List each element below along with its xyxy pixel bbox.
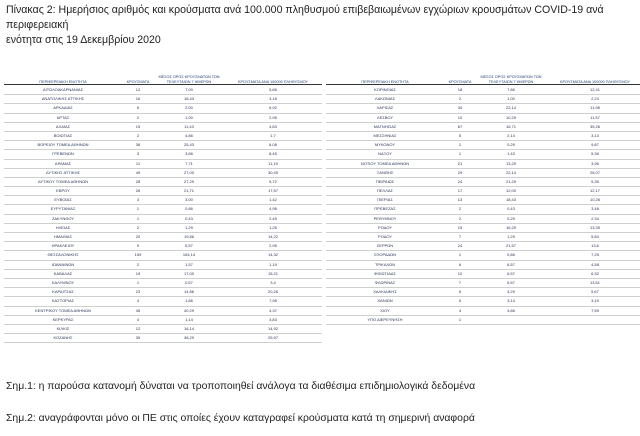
cell-avg: 1,86 [185, 298, 193, 304]
cell-region: ΞΑΝΘΗΣ [376, 169, 394, 175]
cell-per100k: 5,84 [591, 234, 599, 239]
cell-cases: 19 [135, 270, 141, 276]
cell-avg: 3,14 [507, 298, 515, 304]
cell-region: ΕΒΡΟΥ [56, 188, 70, 194]
cell-per100k: 2,24 [591, 96, 599, 102]
cell-per100k: 3,13 [591, 132, 599, 138]
cell-region: ΣΠΟΡΑΔΩΝ [373, 252, 397, 258]
cell-per100k: 14,92 [267, 325, 278, 331]
cell-cases: 36 [135, 142, 141, 148]
cell-region: ΑΝΑΤΟΛΙΚΗΣ ΑΤΤΙΚΗΣ [41, 96, 85, 102]
table-row [4, 307, 322, 316]
cell-cases: 9 [136, 243, 140, 249]
cell-avg: 1,57 [185, 261, 193, 267]
table-row [326, 261, 640, 270]
cell-region: ΔΡΑΜΑΣ [54, 160, 72, 166]
cell-avg: 13,29 [505, 160, 516, 166]
cell-avg: 3,00 [185, 197, 193, 203]
cell-per100k: 3,96 [591, 160, 599, 166]
table-row [4, 104, 322, 113]
cell-per100k: 25,97 [267, 335, 278, 341]
cell-region: ΔΥΤΙΚΗΣ ΑΤΤΙΚΗΣ [46, 169, 80, 175]
cell-region: ΧΙΟΥ [380, 307, 390, 313]
cell-cases: 26 [135, 188, 141, 194]
cell-cases: 7 [458, 279, 462, 285]
footnote-1: Σημ.1: η παρούσα κατανομή δύναται να τροποποιηθεί ανάλογα τα διαθέσιμα επιδημιολογικά δεδομένα [6, 381, 476, 392]
cell-per100k: 5,67 [591, 289, 599, 295]
cell-region: ΗΡΑΚΛΕΙΟΥ [51, 243, 75, 249]
table-row [326, 114, 640, 123]
cell-cases: 49 [135, 169, 141, 175]
cell-avg: 6,57 [507, 261, 515, 267]
cell-region: ΕΥΒΟΙΑΣ [54, 197, 72, 203]
cell-cases: 2 [136, 114, 140, 120]
cell-per100k: 3,4 [270, 279, 276, 285]
cell-region: ΣΕΡΡΩΝ [376, 243, 394, 249]
table-row [326, 224, 640, 233]
cell-region: ΑΙΤΩΛΟΑΚΑΡΝΑΝΙΑΣ [42, 87, 84, 92]
table-row [326, 187, 640, 196]
cell-cases: 17 [457, 188, 463, 194]
header-region: ΠΕΡΙΦΕΡΕΙΑΚΗ ΕΝΟΤΗΤΑ [39, 79, 87, 84]
cell-avg: 1,00 [185, 114, 193, 120]
cell-cases: 4 [136, 316, 140, 322]
cell-avg: 2,14 [507, 132, 515, 138]
cell-region: ΛΑΡΙΣΑΣ [376, 105, 394, 111]
cell-cases: 15 [457, 224, 463, 230]
cell-avg: 5,57 [185, 243, 193, 249]
cell-avg: 0,43 [185, 215, 193, 221]
cell-per100k: 1,26 [269, 224, 277, 230]
cell-cases: 1 [458, 252, 462, 258]
cell-avg: 27,29 [183, 178, 194, 184]
table-row [326, 150, 640, 159]
header-cases: ΚΡΟΥΣΜΑΤΑ [126, 79, 150, 84]
footnote-2: Σημ.2: αναγράφονται μόνο οι ΠΕ στις οποίες έχουν καταγραφεί κρούσματα κατά τη σημερινή αναφορά [6, 413, 475, 424]
cell-region: ΧΑΛΚΙΔΙΚΗΣ [373, 289, 397, 295]
cell-avg: 0,29 [507, 215, 515, 221]
cell-avg: 0,29 [507, 142, 515, 148]
table-row [4, 196, 322, 205]
cell-avg: 0,43 [507, 206, 515, 212]
cell-per100k: 11,98 [590, 105, 600, 111]
cell-avg: 25,43 [183, 142, 194, 148]
cell-per100k: 12,17 [589, 188, 600, 194]
cell-cases: 6 [136, 105, 140, 111]
cell-region: ΡΟΔΟΥ [378, 234, 392, 239]
cell-avg: 21,57 [505, 243, 516, 249]
left-table-header [4, 71, 322, 85]
table-row [4, 261, 322, 270]
header-region: ΠΕΡΙΦΕΡΕΙΑΚΗ ΕΝΟΤΗΤΑ [361, 79, 409, 84]
cell-cases: 3 [136, 197, 140, 203]
cell-per100k: 1,42 [269, 197, 277, 203]
header-per100k: ΚΡΟΥΣΜΑΤΑ ΑΝΑ 100000 ΠΛΗΘΥΣΜΟΥ [237, 79, 309, 84]
cell-per100k: 13,39 [589, 224, 600, 230]
cell-avg: 18,43 [183, 96, 194, 102]
cell-cases: 12 [135, 325, 141, 331]
cell-cases: 12 [135, 87, 141, 92]
cell-region: ΡΕΘΥΜΝΟΥ [373, 215, 397, 221]
cell-cases: 159 [134, 252, 142, 258]
table-row [4, 95, 322, 104]
cell-avg: 2,00 [185, 105, 193, 111]
cell-region: ΚΑΣΤΟΡΙΑΣ [51, 298, 75, 304]
cell-per100k: 26,07 [589, 169, 600, 175]
cell-cases: 2 [136, 224, 140, 230]
cell-region: ΜΕΣΣΗΝΙΑΣ [373, 132, 397, 138]
table-row [4, 316, 322, 325]
cell-avg: 14,86 [183, 289, 194, 295]
table-row [4, 242, 322, 251]
cell-avg: 11,43 [184, 123, 194, 129]
header-per100k: ΚΡΟΥΣΜΑΤΑ ΑΝΑ 100000 ΠΛΗΘΥΣΜΟΥ [559, 79, 631, 84]
cell-avg: 1,29 [185, 224, 193, 230]
table-row [326, 141, 640, 150]
cell-region: ΥΠΟ ΔΙΕΡΕΥΝΗΣΗ [367, 316, 403, 322]
cell-avg: 6,57 [507, 270, 515, 276]
cell-per100k: 14,32 [267, 252, 278, 258]
cell-avg: 4,86 [185, 132, 193, 138]
cell-region: ΑΧΑΪΑΣ [55, 123, 71, 129]
cell-region: ΠΕΛΛΑΣ [376, 188, 394, 194]
cell-avg: 22,14 [505, 169, 516, 175]
table-row [326, 215, 640, 224]
cell-region: ΑΡΤΑΣ [56, 114, 70, 120]
cell-cases: 34 [457, 105, 463, 111]
cell-region: ΕΥΡΥΤΑΝΙΑΣ [50, 206, 76, 212]
cell-avg: 21,29 [505, 178, 516, 184]
cell-avg: 18,43 [505, 197, 516, 203]
cell-avg: 0,86 [185, 206, 193, 212]
cell-cases: 45 [135, 307, 141, 313]
table-row [326, 123, 640, 132]
cell-per100k: 5,35 [591, 178, 599, 184]
table-row [326, 307, 640, 316]
cell-per100k: 3,48 [591, 206, 599, 212]
table-row [326, 196, 640, 205]
table-row [4, 224, 322, 233]
cell-cases: 23 [135, 289, 141, 295]
right-table-body [326, 86, 640, 325]
table-row [326, 270, 640, 279]
cell-avg: 7,00 [185, 87, 193, 92]
table-row [4, 86, 322, 95]
cell-cases: 3 [136, 151, 140, 157]
cell-per100k: 6,32 [591, 270, 599, 276]
cell-per100k: 4,37 [269, 307, 277, 313]
cell-cases: 39 [135, 335, 141, 341]
table-row [4, 169, 322, 178]
cell-cases: 24 [457, 178, 463, 184]
cell-per100k: 7,95 [269, 298, 277, 304]
cell-region: ΓΡΕΒΕΝΩΝ [52, 151, 74, 157]
cell-cases: 13 [457, 197, 463, 203]
cell-region: ΚΟΡΙΝΘΙΑΣ [374, 87, 396, 92]
cell-cases: 1 [458, 142, 462, 148]
cell-region: ΔΥΤΙΚΟΥ ΤΟΜΕΑ ΑΘΗΝΩΝ [38, 178, 88, 184]
table-row [4, 160, 322, 169]
cell-avg: 22,14 [505, 105, 516, 111]
cell-cases: 10 [457, 114, 463, 120]
cell-per100k: 5,36 [591, 151, 599, 157]
cell-cases: 4 [458, 307, 462, 313]
cell-region: ΚΑΒΑΛΑΣ [53, 270, 73, 276]
cell-cases: 11 [135, 160, 141, 166]
cell-cases: 7 [458, 234, 462, 239]
table-row [4, 251, 322, 260]
cell-region: ΧΑΝΙΩΝ [377, 298, 393, 304]
cell-region: ΚΙΛΚΙΣ [56, 325, 70, 331]
cell-region: ΖΑΚΥΝΘΟΥ [51, 215, 75, 221]
cell-region: ΚΕΝΤΡΙΚΟΥ ΤΟΜΕΑ ΑΘΗΝΩΝ [35, 307, 91, 313]
table-row [326, 160, 640, 169]
cell-per100k: 5,68 [269, 87, 277, 92]
cell-per100k: 3,83 [269, 316, 277, 322]
table-row [4, 215, 322, 224]
cell-avg: 12,00 [505, 188, 516, 194]
cell-region: ΦΘΙΩΤΙΔΑΣ [374, 270, 396, 276]
cell-region: ΚΑΡΔΙΤΣΑΣ [52, 289, 74, 295]
cell-per100k: 7,59 [591, 307, 599, 313]
cell-per100k: 15,21 [267, 270, 278, 276]
table-row [326, 242, 640, 251]
table-row [326, 279, 640, 288]
table-row [4, 114, 322, 123]
cell-per100k: 11,57 [590, 114, 600, 120]
cell-per100k: 3,18 [269, 96, 277, 102]
cell-avg: 1,00 [507, 96, 515, 102]
cell-per100k: 1,7 [270, 132, 276, 138]
cell-avg: 16,14 [183, 325, 194, 331]
cell-cases: 6 [458, 261, 462, 267]
cell-region: ΜΑΓΝΗΣΙΑΣ [373, 123, 397, 129]
cell-avg: 7,86 [507, 87, 515, 92]
table-row [4, 123, 322, 132]
cell-cases: 28 [135, 178, 141, 184]
cell-avg: 1,14 [185, 316, 193, 322]
cell-per100k: 10,26 [589, 197, 600, 203]
cell-cases: 18 [457, 87, 463, 92]
table-row [4, 288, 322, 297]
cell-per100k: 35,26 [589, 123, 600, 129]
cell-region: ΝΑΞΟΥ [378, 151, 392, 157]
table-row [4, 141, 322, 150]
cell-avg: 7,71 [185, 160, 193, 166]
cell-cases: 10 [457, 270, 463, 276]
cell-region: ΑΡΚΑΔΙΑΣ [53, 105, 73, 111]
cell-avg: 4,86 [507, 307, 515, 313]
left-table [4, 71, 322, 343]
table-row [4, 187, 322, 196]
cell-cases: 29 [457, 169, 463, 175]
cell-per100k: 8,45 [269, 151, 277, 157]
cell-avg: 16,71 [505, 123, 516, 129]
cell-per100k: 6,92 [269, 105, 277, 111]
cell-per100k: 13,6 [591, 243, 599, 249]
table-row [326, 104, 640, 113]
cell-cases: 16 [135, 96, 141, 102]
cell-region: ΒΟΙΩΤΙΑΣ [53, 132, 73, 138]
cell-avg: 40,29 [183, 307, 194, 313]
cell-cases: 20 [135, 234, 141, 239]
cell-cases: 67 [457, 123, 463, 129]
table-title [6, 3, 634, 48]
cell-per100k: 14,22 [267, 234, 278, 239]
table-row [4, 270, 322, 279]
cell-per100k: 2,95 [269, 114, 277, 120]
cell-per100k: 2,95 [269, 243, 277, 249]
table-row [4, 325, 322, 334]
table-row [326, 288, 640, 297]
table-row [4, 279, 322, 288]
table-row [326, 132, 640, 141]
cell-per100k: 6,08 [269, 142, 277, 148]
cell-region: ΦΛΩΡΙΝΑΣ [374, 279, 396, 285]
cell-avg: 0,86 [507, 252, 515, 258]
right-table-header [326, 71, 640, 85]
cell-region: ΡΟΔΟΥ [378, 224, 392, 230]
cell-avg: 154,14 [182, 252, 196, 258]
cell-avg: 19,86 [183, 234, 194, 239]
cell-region: ΒΟΡΕΙΟΥ ΤΟΜΕΑ ΑΘΗΝΩΝ [37, 142, 89, 148]
cell-per100k: 4,58 [591, 261, 599, 267]
cell-cases: 5 [458, 298, 462, 304]
cell-per100k: 2,45 [269, 215, 277, 221]
cell-region: ΛΑΚΩΝΙΑΣ [374, 96, 396, 102]
cell-avg: 21,71 [183, 188, 194, 194]
cell-region: ΜΥΚΟΝΟΥ [374, 142, 396, 148]
cell-cases: 2 [458, 96, 462, 102]
table-row [326, 86, 640, 95]
cell-avg: 5,57 [507, 279, 515, 285]
cell-cases: 15 [135, 123, 141, 129]
cell-avg: 10,29 [505, 114, 516, 120]
cell-cases: 1 [136, 206, 140, 212]
cell-region: ΠΡΕΒΕΖΑΣ [374, 206, 396, 212]
cell-cases: 1 [458, 316, 462, 322]
table-row [4, 334, 322, 343]
cell-per100k: 17,57 [267, 188, 278, 194]
cell-avg: 3,86 [185, 151, 193, 157]
cell-region: ΤΡΙΚΑΛΩΝ [374, 261, 396, 267]
table-row [4, 233, 322, 242]
cell-region: ΚΟΖΑΝΗΣ [53, 335, 73, 341]
table-row [4, 297, 322, 306]
cell-region: ΗΜΑΘΙΑΣ [53, 234, 73, 239]
cell-region: ΚΑΛΥΜΝΟΥ [51, 279, 75, 285]
cell-per100k: 9,87 [591, 142, 599, 148]
cell-avg: 17,00 [183, 270, 194, 276]
cell-cases: 4 [136, 298, 140, 304]
table-row [4, 205, 322, 214]
cell-cases: 2 [136, 261, 140, 267]
cell-avg: 38,29 [183, 335, 194, 341]
title-line-1: Πίνακας 2: Ημερήσιος αριθμός και κρούσματα ανά 100.000 πληθυσμού επιβεβαιωμένων εγχώριων κρουσμάτων COVID-19 ανά περιφερειακή [6, 4, 604, 31]
table-row [326, 205, 640, 214]
table-row [4, 178, 322, 187]
cell-region: ΙΩΑΝΝΙΝΩΝ [51, 261, 75, 267]
table-row [326, 95, 640, 104]
cell-per100k: 20,26 [267, 289, 278, 295]
cell-cases: 6 [458, 289, 462, 295]
cell-cases: 2 [458, 206, 462, 212]
cell-region: ΛΕΣΒΟΥ [376, 114, 394, 120]
cell-cases: 2 [136, 132, 140, 138]
title-line-2: ενότητα στις 19 Δεκεμβρίου 2020 [6, 34, 161, 46]
cell-per100k: 4,98 [269, 206, 277, 212]
cell-per100k: 13,61 [589, 279, 600, 285]
cell-avg: 16,29 [505, 224, 516, 230]
table-row [326, 178, 640, 187]
cell-avg: 0,57 [185, 279, 193, 285]
header-cases: ΚΡΟΥΣΜΑΤΑ [448, 79, 472, 84]
cell-per100k: 3,19 [591, 298, 599, 304]
header-avg: ΜΕΣΟΣ ΟΡΟΣ ΚΡΟΥΣΜΑΤΩΝ ΤΩΝ ΤΕΛΕΥΤΑΙΩΝ 7 ΗΜΕΡΩΝ [480, 75, 542, 84]
cell-avg: 27,00 [183, 169, 194, 175]
cell-avg: 1,43 [507, 151, 515, 157]
cell-per100k: 5,72 [269, 178, 277, 184]
cell-cases: 1 [136, 279, 140, 285]
cell-region: ΗΛΕΙΑΣ [55, 224, 71, 230]
table-row [326, 297, 640, 306]
cell-cases: 21 [457, 160, 463, 166]
cell-cases: 5 [458, 132, 462, 138]
cell-cases: 1 [458, 151, 462, 157]
cell-cases: 2 [458, 215, 462, 221]
cell-avg: 4,29 [507, 289, 515, 295]
cell-per100k: 30,45 [267, 169, 278, 175]
cell-per100k: 12,41 [589, 87, 600, 92]
table-row [4, 132, 322, 141]
cell-per100k: 7,25 [591, 252, 599, 258]
table-row [326, 251, 640, 260]
header-avg: ΜΕΣΟΣ ΟΡΟΣ ΚΡΟΥΣΜΑΤΩΝ ΤΩΝ ΤΕΛΕΥΤΑΙΩΝ 7 ΗΜΕΡΩΝ [158, 75, 220, 84]
cell-region: ΠΙΕΡΙΑΣ [377, 197, 393, 203]
table-row [4, 150, 322, 159]
cell-region: ΠΕΙΡΑΙΩΣ [375, 178, 395, 184]
table-row [326, 316, 640, 325]
cell-cases: 24 [457, 243, 463, 249]
cell-region: ΘΕΣΣΑΛΟΝΙΚΗΣ [47, 252, 79, 258]
cell-region: ΚΕΡΚΥΡΑΣ [52, 316, 74, 322]
table-row [326, 233, 640, 242]
cell-avg: 1,29 [507, 234, 515, 239]
cell-region: ΝΟΤΙΟΥ ΤΟΜΕΑ ΑΘΗΝΩΝ [360, 160, 410, 166]
cell-cases: 1 [136, 215, 140, 221]
left-table-body [4, 86, 322, 343]
cell-per100k: 1,19 [269, 261, 277, 267]
cell-per100k: 11,19 [268, 160, 278, 166]
table-row [326, 169, 640, 178]
cell-per100k: 4,83 [269, 123, 277, 129]
right-table [326, 71, 640, 325]
cell-per100k: 2,34 [591, 215, 599, 221]
